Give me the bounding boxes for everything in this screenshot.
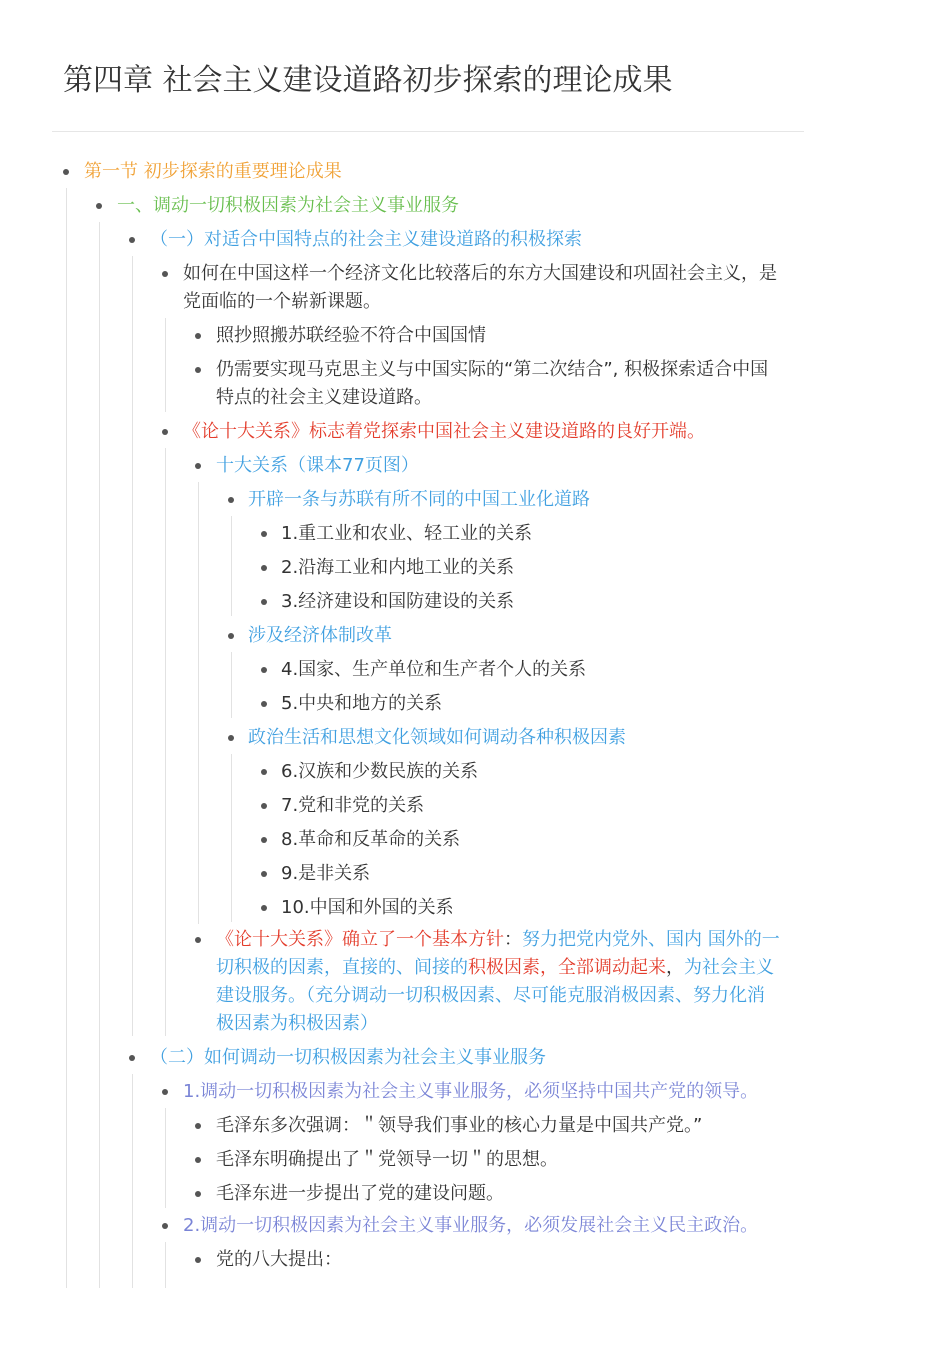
list-bullet — [162, 1223, 168, 1229]
list-bullet — [63, 169, 69, 175]
indent-guide — [231, 652, 232, 718]
list-item: 1.调动一切积极因素为社会主义事业服务，必须坚持中国共产党的领导。 — [183, 1081, 759, 1102]
list-bullet — [129, 237, 135, 243]
policy-colon: ： — [504, 929, 522, 950]
policy-text: 为社会主义 — [684, 957, 774, 978]
policy-text: 努力把党内党外、国内 国外的一 — [522, 929, 780, 950]
relation-item: 6.汉族和少数民族的关系 — [281, 761, 479, 782]
indent-guide — [99, 222, 100, 1288]
policy-comma: ， — [666, 957, 684, 978]
list-item-continued: 党面临的一个崭新课题。 — [183, 291, 381, 312]
list-item: 仍需要实现马克思主义与中国实际的“第二次结合”, 积极探索适合中国 — [216, 359, 769, 380]
policy-line: 极因素为积极因素） — [216, 1013, 378, 1034]
policy-line — [216, 926, 780, 954]
list-bullet — [261, 667, 267, 673]
group-heading: 涉及经济体制改革 — [248, 625, 392, 646]
list-item: 党的八大提出： — [216, 1249, 342, 1270]
policy-title: 《论十大关系》确立了一个基本方针 — [216, 929, 504, 950]
indent-guide — [66, 188, 67, 1288]
relation-item: 1.重工业和农业、轻工业的关系 — [281, 523, 533, 544]
list-item: 照抄照搬苏联经验不符合中国国情 — [216, 325, 486, 346]
indent-guide — [132, 256, 133, 1036]
list-bullet — [195, 937, 201, 943]
list-bullet — [261, 837, 267, 843]
list-bullet — [261, 599, 267, 605]
relation-item: 10.中国和外国的关系 — [281, 897, 454, 918]
list-item: 如何在中国这样一个经济文化比较落后的东方大国建设和巩固社会主义，是 — [183, 263, 777, 284]
indent-guide — [165, 1108, 166, 1208]
indent-guide — [231, 516, 232, 616]
list-bullet — [162, 271, 168, 277]
policy-line: 建设服务。（充分调动一切积极因素、尽可能克服消极因素、努力化消 — [216, 985, 765, 1006]
list-bullet — [195, 1157, 201, 1163]
list-bullet — [261, 905, 267, 911]
relation-item: 8.革命和反革命的关系 — [281, 829, 461, 850]
part-heading: 一、调动一切积极因素为社会主义事业服务 — [117, 195, 459, 216]
list-bullet — [228, 633, 234, 639]
list-item-continued: 特点的社会主义建设道路。 — [216, 387, 432, 408]
list-item: 毛泽东多次强调：＂领导我们事业的核心力量是中国共产党。” — [216, 1115, 703, 1136]
list-bullet — [261, 565, 267, 571]
policy-line — [216, 954, 774, 982]
list-bullet — [261, 769, 267, 775]
list-bullet — [261, 871, 267, 877]
list-bullet — [162, 429, 168, 435]
title-divider — [52, 131, 804, 132]
relation-item: 9.是非关系 — [281, 863, 371, 884]
indent-guide — [231, 754, 232, 922]
indent-guide — [165, 318, 166, 412]
list-bullet — [261, 531, 267, 537]
list-bullet — [195, 463, 201, 469]
list-bullet — [195, 1191, 201, 1197]
list-bullet — [261, 701, 267, 707]
group-heading: 政治生活和思想文化领域如何调动各种积极因素 — [248, 727, 626, 748]
relation-item: 4.国家、生产单位和生产者个人的关系 — [281, 659, 587, 680]
relation-item: 3.经济建设和国防建设的关系 — [281, 591, 515, 612]
list-item: 毛泽东明确提出了＂党领导一切＂的思想。 — [216, 1149, 558, 1170]
list-bullet — [195, 1257, 201, 1263]
page-title: 第四章 社会主义建设道路初步探索的理论成果 — [63, 63, 673, 98]
relation-item: 2.沿海工业和内地工业的关系 — [281, 557, 515, 578]
subsection-heading: （一）对适合中国特点的社会主义建设道路的积极探索 — [150, 229, 582, 250]
subsection-heading: （二）如何调动一切积极因素为社会主义事业服务 — [150, 1047, 546, 1068]
indent-guide — [198, 482, 199, 924]
indent-guide — [165, 448, 166, 1036]
indent-guide — [165, 1242, 166, 1288]
indent-guide — [132, 1074, 133, 1288]
list-bullet — [261, 803, 267, 809]
list-bullet — [195, 1123, 201, 1129]
list-bullet — [96, 203, 102, 209]
list-bullet — [129, 1055, 135, 1061]
list-item: 2.调动一切积极因素为社会主义事业服务，必须发展社会主义民主政治。 — [183, 1215, 759, 1236]
list-bullet — [162, 1089, 168, 1095]
list-item: 《论十大关系》标志着党探索中国社会主义建设道路的良好开端。 — [183, 421, 705, 442]
list-bullet — [228, 497, 234, 503]
policy-highlight: 积极因素，全部调动起来 — [468, 957, 666, 978]
relation-item: 7.党和非党的关系 — [281, 795, 425, 816]
list-item: 十大关系（课本77页图） — [216, 455, 419, 476]
list-bullet — [195, 367, 201, 373]
group-heading: 开辟一条与苏联有所不同的中国工业化道路 — [248, 489, 590, 510]
policy-text: 切积极的因素，直接的、间接的 — [216, 957, 468, 978]
list-bullet — [195, 333, 201, 339]
list-bullet — [228, 735, 234, 741]
section-heading: 第一节 初步探索的重要理论成果 — [84, 161, 342, 182]
relation-item: 5.中央和地方的关系 — [281, 693, 443, 714]
list-item: 毛泽东进一步提出了党的建设问题。 — [216, 1183, 504, 1204]
